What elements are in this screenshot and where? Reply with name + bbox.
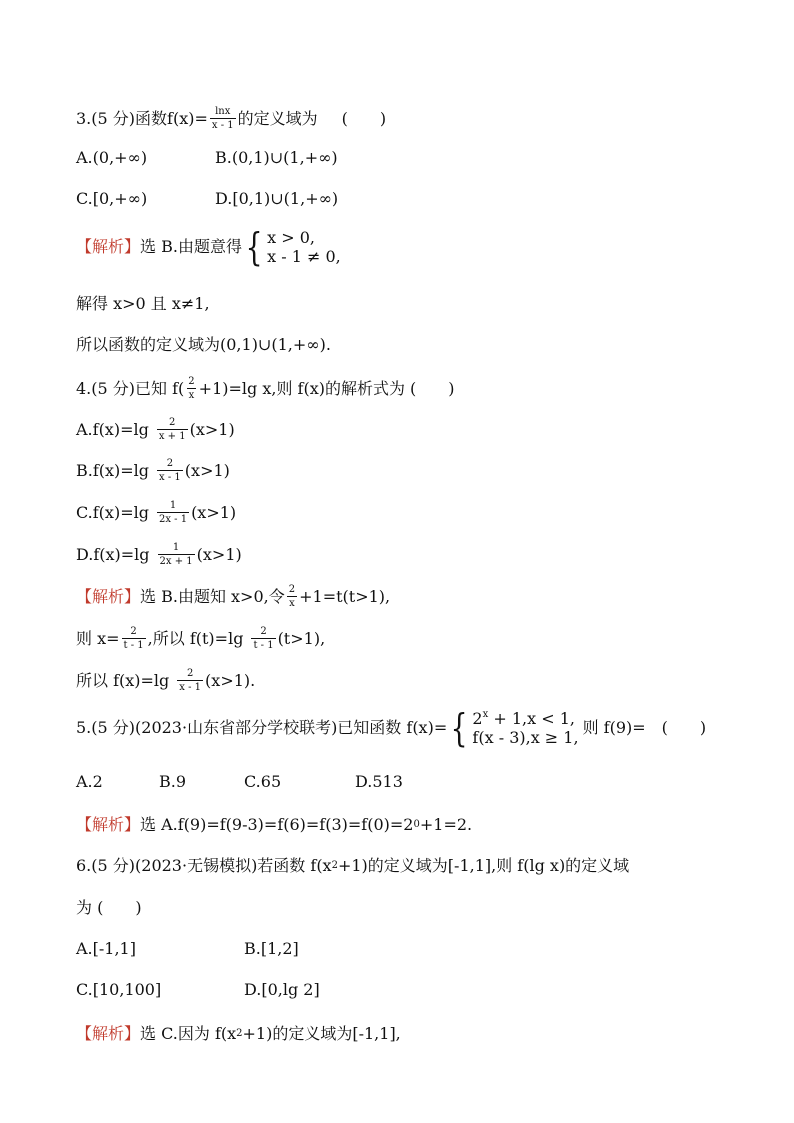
q4-l2-den2: t - 1 (253, 640, 274, 651)
q4-stem (76, 376, 455, 401)
q4-l3-b: (x>1). (205, 670, 256, 690)
q5-case2: f(x - 3),x ≥ 1, (472, 728, 579, 747)
q6-analysis-a: 选 C.因为 f(x (140, 1024, 237, 1043)
q6-stem-line2: 为 ( ) (76, 898, 142, 917)
q4-option-b-den: x - 1 (159, 472, 181, 483)
q4-option-d (76, 542, 242, 567)
q4-l3-num: 2 (186, 668, 194, 679)
q3-prefix: 3.(5 分)函数 (76, 108, 168, 128)
q4-option-b-cond: (x>1) (184, 460, 230, 480)
q5-option-b: B.9 (159, 772, 187, 791)
q6-option-a: A.[-1,1] (76, 939, 136, 958)
q4-option-c-frac (157, 500, 189, 525)
q4-analysis-text: 选 B.由题知 x>0,令 (140, 586, 285, 606)
q4-frac-den: x (188, 390, 195, 401)
q5-options (76, 772, 403, 792)
q6-option-c: C.[10,100] (76, 980, 162, 999)
q4-option-d-num: 1 (172, 542, 180, 553)
q6-option-d: D.[0,lg 2] (244, 980, 320, 999)
q5-analysis-a: 选 A.f(9)=f(9-3)=f(6)=f(3)=f(0)=2 (140, 815, 414, 834)
q4-l2-num2: 2 (260, 626, 267, 637)
q3-fraction (210, 106, 236, 131)
q6-options-row2 (76, 980, 320, 1000)
q4-option-d-cond: (x>1) (196, 544, 242, 564)
q6-line1-a: 6.(5 分)(2023·无锡模拟)若函数 f(x (76, 856, 332, 875)
q4-analysis-line2 (76, 626, 325, 651)
q6-stem-line1: 6.(5 分)(2023·无锡模拟)若函数 f(x 2 +1)的定义域为[-1,1],则 f(lg x)的定义域 (76, 856, 630, 875)
q3-analysis-text: 选 B.由题意得 (140, 237, 242, 256)
q3-func: f(x)= (167, 108, 208, 128)
q4-fraction (186, 376, 196, 401)
q4-option-b-frac (157, 458, 183, 483)
q5-option-a: A.2 (76, 772, 103, 791)
q3-analysis-line3: 所以函数的定义域为(0,1)∪(1,+∞). (76, 335, 331, 354)
q4-option-c-label: C.f(x)=lg (76, 502, 149, 522)
q4-option-b-num: 2 (166, 458, 174, 469)
q3-system-brace: { (245, 225, 263, 269)
q5-case1 (472, 709, 578, 728)
q3-option-a: A.(0,+∞) (76, 148, 148, 167)
q4-l2-frac2 (251, 626, 275, 651)
q4-option-a-den: x + 1 (158, 431, 186, 442)
q4-analysis-line3 (76, 668, 255, 693)
q4-l2-a: 则 x= (76, 628, 120, 648)
q5-option-d: D.513 (355, 772, 403, 791)
q4-suffix: +1)=lg x,则 f(x)的解析式为 ( ) (198, 378, 455, 398)
q4-option-c-den: 2x - 1 (158, 514, 188, 525)
q3-analysis (76, 225, 341, 269)
q6-analysis-tag: 【解析】 (76, 1024, 141, 1043)
q5-option-c: C.65 (244, 772, 282, 791)
q4-option-a-cond: (x>1) (189, 419, 235, 439)
q6-analysis: 【解析】 选 C.因为 f(x 2 +1)的定义域为[-1,1], (76, 1024, 401, 1043)
q6-analysis-b: +1)的定义域为[-1,1], (242, 1024, 401, 1043)
q4-l3-frac (177, 668, 203, 693)
q6-line1-b: +1)的定义域为[-1,1],则 f(lg x)的定义域 (337, 856, 630, 875)
q3-option-c: C.[0,+∞) (76, 189, 148, 208)
q4-option-b (76, 458, 230, 483)
q4-l2-b: ,所以 f(t)=lg (147, 628, 244, 648)
q3-system-line2: x - 1 ≠ 0, (267, 247, 341, 266)
q5-analysis: 【解析】 选 A.f(9)=f(9-3)=f(6)=f(3)=f(0)=2 0 +1=2. (76, 815, 473, 834)
q4-frac-num: 2 (188, 376, 195, 387)
q3-system (267, 228, 341, 266)
q4-analysis-num: 2 (288, 584, 296, 595)
q5-case1-base: 2 (472, 709, 483, 728)
q4-analysis-frac (287, 584, 297, 609)
q4-option-d-label: D.f(x)=lg (76, 544, 150, 564)
q6-option-b: B.[1,2] (244, 939, 299, 958)
q3-frac-den: x - 1 (211, 120, 234, 131)
q5-analysis-tag: 【解析】 (76, 815, 141, 834)
q3-option-d: D.[0,1)∪(1,+∞) (215, 189, 339, 208)
q5-answer-blank: ( ) (661, 718, 707, 737)
q4-l2-num1: 2 (130, 626, 137, 637)
q3-analysis-tag: 【解析】 (76, 237, 141, 256)
q5-piecewise (472, 709, 578, 747)
q4-option-c-num: 1 (169, 500, 177, 511)
q4-option-a-frac (157, 417, 188, 442)
q3-answer-blank: ( ) (341, 108, 387, 128)
q4-option-c-cond: (x>1) (191, 502, 237, 522)
q5-case1-exp: x (482, 709, 489, 720)
q4-l2-c: (t>1), (277, 628, 326, 648)
q4-option-c (76, 500, 236, 525)
q4-analysis-den: x (289, 598, 295, 609)
q4-l3-den: x - 1 (179, 682, 202, 693)
q6-options-row1 (76, 939, 299, 959)
q5-analysis-b: +1=2. (419, 815, 473, 834)
q4-option-a (76, 417, 235, 442)
q3-system-line1: x > 0, (267, 228, 316, 247)
q4-l2-den1: t - 1 (123, 640, 144, 651)
q3-option-b: B.(0,1)∪(1,+∞) (215, 148, 338, 167)
q5-suffix: 则 f(9)= (582, 718, 646, 737)
q5-case1-tail: + 1,x < 1, (488, 709, 575, 728)
q4-option-b-label: B.f(x)=lg (76, 460, 150, 480)
q3-options-row2 (76, 189, 339, 209)
q4-l2-frac1 (122, 626, 146, 651)
q3-suffix: 的定义域为 (237, 108, 318, 128)
q4-prefix: 4.(5 分)已知 f( (76, 378, 185, 398)
q5-stem (76, 708, 706, 748)
q4-l3-a: 所以 f(x)=lg (76, 670, 170, 690)
q3-analysis-line2: 解得 x>0 且 x≠1, (76, 294, 210, 313)
q4-option-a-num: 2 (169, 417, 176, 428)
q4-option-d-frac (158, 542, 195, 567)
q4-analysis-tag: 【解析】 (76, 586, 141, 606)
q4-option-a-label: A.f(x)=lg (76, 419, 149, 439)
q4-analysis (76, 584, 390, 609)
q3-options-row1 (76, 148, 338, 168)
q5-system-brace: { (450, 706, 468, 750)
q5-prefix: 5.(5 分)(2023·山东省部分学校联考)已知函数 f(x)= (76, 718, 448, 737)
q4-analysis-tail: +1=t(t>1), (299, 586, 391, 606)
q4-option-d-den: 2x + 1 (159, 556, 193, 567)
q3-frac-num: lnx (215, 106, 231, 117)
q3-stem (76, 106, 386, 131)
